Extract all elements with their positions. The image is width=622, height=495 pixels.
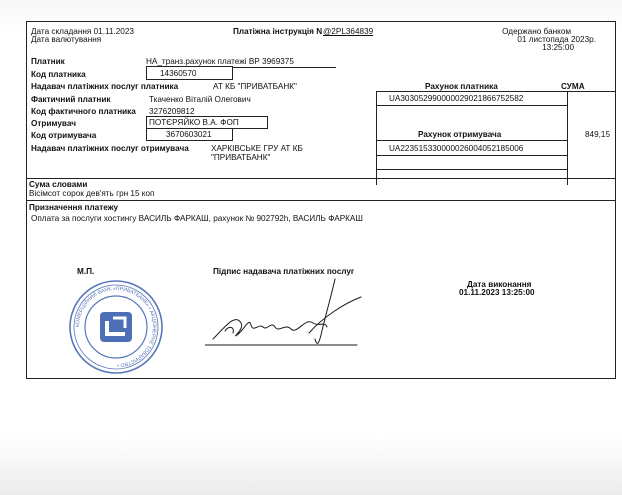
payer-account-value: UA303052990000029021866752582 — [389, 94, 524, 103]
recipient-psp-value-line2: "ПРИВАТБАНК" — [211, 153, 271, 162]
recipient-account-value: UA223515330000026004052185006 — [389, 144, 524, 153]
sum-divider — [567, 91, 568, 185]
payer-psp-label: Надавач платіжних послуг платника — [31, 82, 179, 91]
seal-ring-text-path: КОМЕРЦІЙНИЙ БАНК «ПРИВАТБАНК» • АКЦІОНЕРНЕ ТОВАРИСТВО • — [74, 285, 158, 368]
date-created: Дата складання 01.11.2023 — [31, 27, 134, 36]
recipient-account-top-rule — [376, 140, 567, 141]
received-label: Одержано банком — [502, 27, 571, 36]
amount-words-label: Сума словами — [29, 180, 88, 189]
date-value-label: Дата валютування — [31, 35, 102, 44]
actual-payer-label: Фактичний платник — [31, 95, 111, 104]
privatbank-logo — [100, 312, 132, 342]
signature-image — [205, 277, 365, 349]
document-title: Платіжна інструкція N — [233, 27, 323, 36]
received-time: 13:25:00 — [542, 43, 574, 52]
payer-value: НА_транз.рахунок платежі ВР 3969375 — [146, 57, 294, 66]
received-date: 01 листопада 2023р. — [517, 35, 596, 44]
accounts-lower-rule — [376, 169, 567, 170]
stamp-label: М.П. — [77, 267, 95, 276]
payer-account-label: Рахунок платника — [425, 82, 498, 91]
accounts-top-rule — [376, 91, 615, 92]
actual-payer-code-label: Код фактичного платника — [31, 107, 136, 116]
recipient-account-label: Рахунок отримувача — [418, 130, 502, 139]
purpose-label: Призначення платежу — [29, 203, 119, 212]
amount-words-value: Вісімсот сорок дев'ять грн 15 коп — [29, 189, 155, 198]
execution-date-label: Дата виконання — [467, 280, 532, 289]
payer-code-label: Код платника — [31, 70, 86, 79]
recipient-psp-value-line1: ХАРКІВСЬКЕ ГРУ АТ КБ — [211, 144, 303, 153]
actual-payer-code-value: 3276209812 — [149, 107, 195, 116]
actual-payer-value: Ткаченко Віталій Олегович — [149, 95, 251, 104]
recipient-value: ПОТЄРЯЙКО В.А. ФОП — [149, 118, 239, 127]
payer-label: Платник — [31, 57, 65, 66]
recipient-code-label: Код отримувача — [31, 131, 97, 140]
sum-label: СУМА — [561, 82, 585, 91]
signature-label: Підпис надавача платіжних послуг — [213, 267, 355, 276]
purpose-top-rule — [27, 200, 615, 201]
recipient-code-value: 3670603021 — [166, 130, 212, 139]
payer-account-bottom-rule — [376, 105, 567, 106]
amount-top-rule — [27, 178, 615, 179]
payer-code-value: 14360570 — [160, 69, 197, 78]
bank-seal-stamp — [67, 278, 165, 376]
payer-psp-value: АТ КБ "ПРИВАТБАНК" — [213, 82, 297, 91]
payment-instruction-document — [26, 21, 616, 379]
recipient-account-bottom-rule — [376, 155, 567, 156]
execution-date-value: 01.11.2023 13:25:00 — [459, 288, 535, 297]
recipient-label: Отримувач — [31, 119, 76, 128]
instruction-number: @2PL364839 — [323, 27, 374, 36]
purpose-value: Оплата за послуги хостингу ВАСИЛЬ ФАРКАШ, рахунок № 902792h, ВАСИЛЬ ФАРКАШ — [31, 214, 363, 223]
sum-value: 849,15 — [585, 130, 611, 139]
recipient-psp-label: Надавач платіжних послуг отримувача — [31, 144, 189, 153]
